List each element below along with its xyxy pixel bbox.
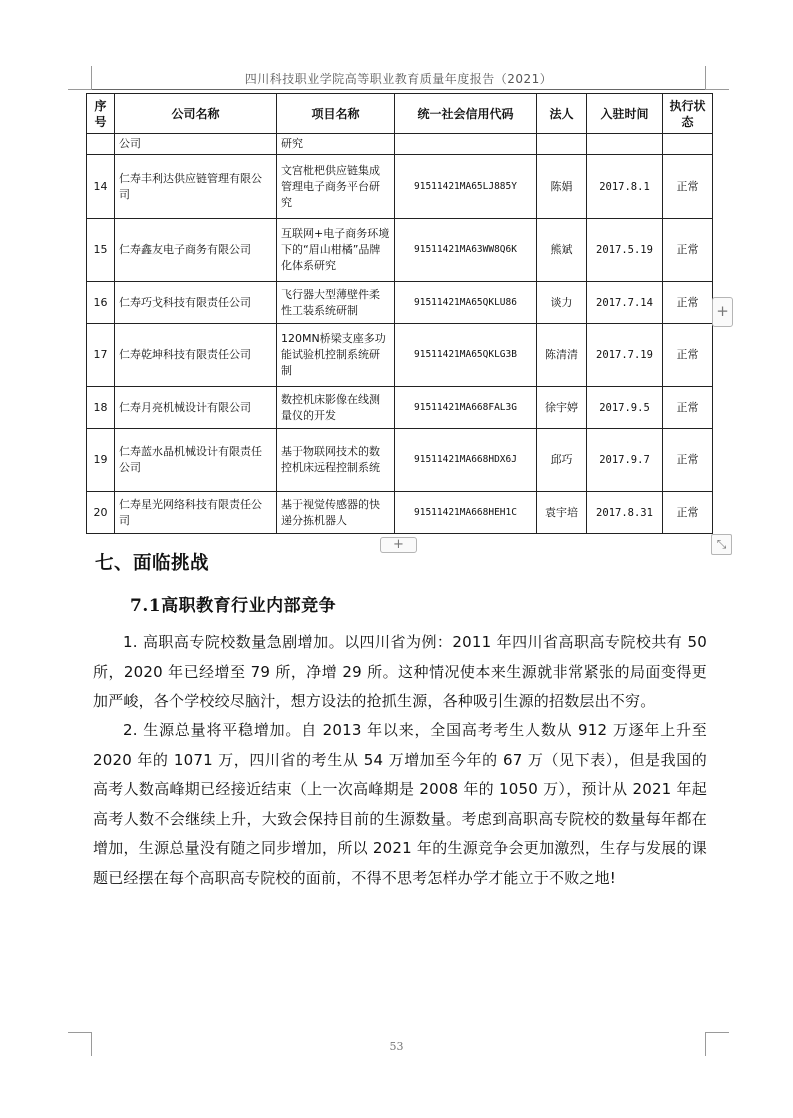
header-entry-date: 入驻时间 [587, 94, 663, 134]
cell-project-name: 研究 [277, 134, 395, 155]
table-resize-handle[interactable]: ⤡ [711, 534, 732, 555]
cell-credit-code [395, 134, 537, 155]
table-row [87, 155, 713, 219]
cell-index: 17 [87, 324, 115, 387]
page-number: 53 [389, 1040, 404, 1053]
cell-company-name: 公司 [115, 134, 277, 155]
cell-company-name: 仁寿星光网络科技有限责任公司 [115, 492, 277, 534]
cell-credit-code: 91511421MA63WW8Q6K [395, 219, 537, 282]
cell-credit-code: 91511421MA668FAL3G [395, 387, 537, 429]
cell-company-name: 仁寿巧戈科技有限责任公司 [115, 282, 277, 324]
cell-credit-code: 91511421MA65QKLU86 [395, 282, 537, 324]
cell-entry-date: 2017.8.31 [587, 492, 663, 534]
cell-index: 16 [87, 282, 115, 324]
cell-entry-date: 2017.7.19 [587, 324, 663, 387]
cell-project-name: 基于物联网技术的数控机床远程控制系统 [277, 429, 395, 492]
header-company-name: 公司名称 [115, 94, 277, 134]
header-divider [92, 89, 705, 90]
table-row [87, 387, 713, 429]
cell-project-name: 文宫枇杷供应链集成管理电子商务平台研究 [277, 155, 395, 219]
cell-index: 18 [87, 387, 115, 429]
cell-legal-person: 陈清清 [537, 324, 587, 387]
cell-status [663, 134, 713, 155]
cell-status: 正常 [663, 387, 713, 429]
cell-credit-code: 91511421MA65LJ885Y [395, 155, 537, 219]
header-index: 序号 [87, 94, 115, 134]
cell-index: 14 [87, 155, 115, 219]
cell-company-name: 仁寿乾坤科技有限责任公司 [115, 324, 277, 387]
cell-project-name: 互联网+电子商务环境下的“眉山柑橘”品牌化体系研究 [277, 219, 395, 282]
cell-index: 20 [87, 492, 115, 534]
cell-legal-person: 徐宇婷 [537, 387, 587, 429]
cell-legal-person: 陈娟 [537, 155, 587, 219]
header-status: 执行状态 [663, 94, 713, 134]
cell-legal-person: 谈力 [537, 282, 587, 324]
section-title: 七、面临挑战 [95, 553, 210, 574]
subsection-title: 7.1高职教育行业内部竞争 [130, 596, 337, 616]
table-row [87, 324, 713, 387]
cell-status: 正常 [663, 282, 713, 324]
table-row [87, 219, 713, 282]
header-legal-person: 法人 [537, 94, 587, 134]
cell-status: 正常 [663, 492, 713, 534]
body-paragraph: 1. 高职高专院校数量急剧增加。以四川省为例：2011 年四川省高职高专院校共有 50 所，2020 年已经增至 79 所，净增 29 所。这种情况使本来生源就非常紧张的局面变得更加严峻，各个学校绞尽脑汁，想方设法的抢抓生源，各种吸引生源的招数层出不穷。 [93, 633, 707, 710]
cell-entry-date: 2017.9.7 [587, 429, 663, 492]
cell-company-name: 仁寿鑫友电子商务有限公司 [115, 219, 277, 282]
body-paragraph: 2. 生源总量将平稳增加。自 2013 年以来，全国高考考生人数从 912 万逐年上升至 2020 年的 1071 万，四川省的考生从 54 万增加至今年的 67 万（见下表），但是我国的高考人数高峰期已经接近结束（上一次高峰期是 2008 年的 1050 万），预计从 2021 年起高考人数不会继续上升，大致会保持目前的生源数量。考虑到高职高专院校的数量每年都在增加，生源总量没有随之同步增加，所以 2021 年的生源竞争会更加激烈，生存与发展的课题已经摆在每个高职高专院校的面前，不得不思考怎样办学才能立于不败之地! [93, 721, 707, 887]
cell-status: 正常 [663, 219, 713, 282]
cell-project-name: 数控机床影像在线测量仪的开发 [277, 387, 395, 429]
table-row [87, 282, 713, 324]
table-header-row [87, 94, 713, 134]
cell-status: 正常 [663, 324, 713, 387]
cell-entry-date: 2017.8.1 [587, 155, 663, 219]
cell-entry-date [587, 134, 663, 155]
table-row-continuation [87, 134, 713, 155]
cell-status: 正常 [663, 155, 713, 219]
cell-entry-date: 2017.9.5 [587, 387, 663, 429]
cell-entry-date: 2017.5.19 [587, 219, 663, 282]
add-row-button[interactable]: + [380, 537, 417, 553]
cell-company-name: 仁寿丰利达供应链管理有限公司 [115, 155, 277, 219]
incubated-companies-table[interactable] [86, 93, 713, 534]
header-credit-code: 统一社会信用代码 [395, 94, 537, 134]
cell-project-name: 飞行器大型薄壁件柔性工装系统研制 [277, 282, 395, 324]
cell-credit-code: 91511421MA65QKLG3B [395, 324, 537, 387]
cell-company-name: 仁寿月亮机械设计有限公司 [115, 387, 277, 429]
crop-mark-top-right [705, 66, 729, 90]
page-header-title: 四川科技职业学院高等职业教育质量年度报告（2021） [244, 72, 553, 86]
cell-credit-code: 91511421MA668HDX6J [395, 429, 537, 492]
table-row [87, 492, 713, 534]
add-column-button[interactable]: + [712, 297, 733, 327]
crop-mark-top-left [68, 66, 92, 90]
cell-legal-person: 邱巧 [537, 429, 587, 492]
cell-legal-person: 熊斌 [537, 219, 587, 282]
cell-index: 15 [87, 219, 115, 282]
cell-project-name: 120MN桥梁支座多功能试验机控制系统研制 [277, 324, 395, 387]
cell-legal-person [537, 134, 587, 155]
table-row [87, 429, 713, 492]
cell-legal-person: 袁宇培 [537, 492, 587, 534]
cell-credit-code: 91511421MA668HEH1C [395, 492, 537, 534]
cell-status: 正常 [663, 429, 713, 492]
cell-entry-date: 2017.7.14 [587, 282, 663, 324]
cell-index [87, 134, 115, 155]
cell-index: 19 [87, 429, 115, 492]
header-project-name: 项目名称 [277, 94, 395, 134]
cell-project-name: 基于视觉传感器的快递分拣机器人 [277, 492, 395, 534]
cell-company-name: 仁寿蓝水晶机械设计有限责任公司 [115, 429, 277, 492]
